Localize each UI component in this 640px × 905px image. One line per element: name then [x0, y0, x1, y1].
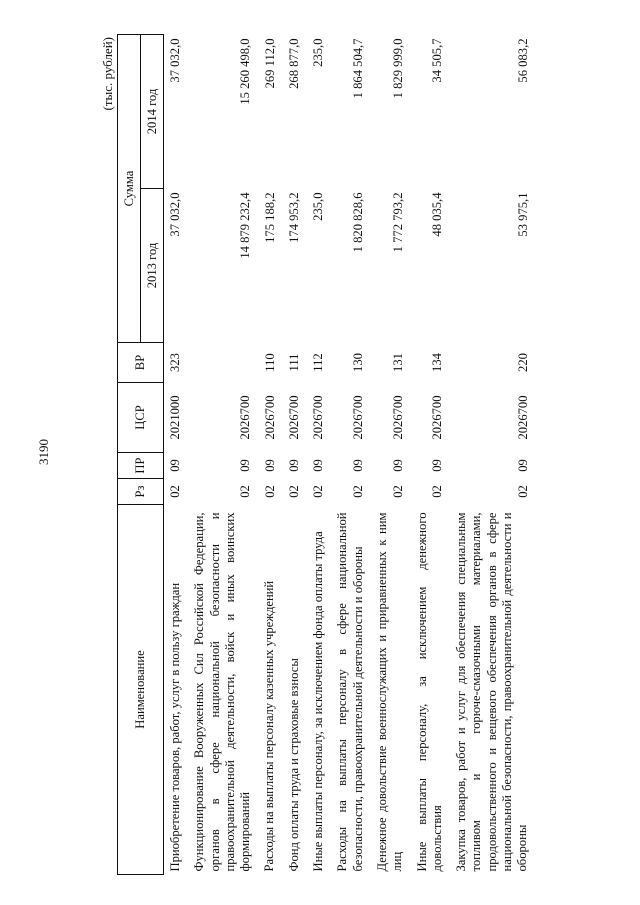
header-name: Наименование: [118, 505, 164, 875]
header-vr: ВР: [118, 343, 164, 383]
row-pr: 09: [515, 459, 530, 472]
row-sum-2014: 56 083,2: [515, 38, 530, 83]
page-number-text: 3190: [36, 439, 51, 465]
units-label: (тыс. рублей): [100, 37, 115, 111]
row-csr: 2026700: [430, 395, 445, 440]
row-sum-2013: 1 820 828,6: [350, 192, 365, 253]
header-2013: 2013 год: [141, 189, 164, 343]
row-sum-2014: 1 864 504,7: [350, 38, 365, 99]
row-vr: 220: [515, 353, 530, 372]
row-csr: 2021000: [168, 395, 183, 440]
row-sum-2014: 235,0: [311, 38, 326, 67]
row-rz: 02: [262, 485, 277, 498]
row-name: Иные выплаты персоналу, за исключением фонда оплаты труда: [311, 531, 326, 872]
header-sum: Сумма: [118, 34, 141, 342]
row-rz: 02: [390, 485, 405, 498]
header-rz: Рз: [118, 479, 164, 505]
row-name: Расходы на выплаты персоналу в сфере национальной безопасности, правоохранительной деятельности и обороны: [335, 512, 365, 872]
row-rz: 02: [350, 485, 365, 498]
row-name: Расходы на выплаты персоналу казенных учреждений: [262, 580, 277, 872]
row-sum-2014: 37 032,0: [168, 38, 183, 83]
table-row: [326, 34, 366, 874]
row-sum-2013: 1 772 793,2: [390, 192, 405, 253]
row-rz: 02: [168, 485, 183, 498]
row-sum-2013: 174 953,2: [287, 192, 302, 243]
table-row: [366, 34, 406, 874]
row-sum-2014: 1 829 999,0: [390, 38, 405, 99]
row-vr: 131: [390, 353, 405, 372]
row-sum-2014: 15 260 498,0: [238, 38, 253, 105]
table-row: [302, 34, 326, 874]
row-vr: [183, 343, 253, 383]
row-vr: 134: [430, 353, 445, 372]
row-pr: 09: [168, 459, 183, 472]
row-pr: 09: [238, 459, 253, 472]
row-vr: 130: [350, 353, 365, 372]
table-row: [445, 34, 530, 874]
row-sum-2013: 48 035,4: [430, 192, 445, 237]
row-pr: 09: [430, 459, 445, 472]
header-2014: 2014 год: [141, 34, 164, 188]
row-sum-2013: 14 879 232,4: [238, 192, 253, 259]
row-csr: 2026700: [350, 395, 365, 440]
row-vr: 111: [287, 353, 302, 372]
table-header: [118, 34, 164, 874]
table-row: [406, 34, 446, 874]
row-rz: 02: [238, 485, 253, 498]
row-pr: 09: [311, 459, 326, 472]
table-row: [183, 34, 253, 874]
row-csr: 2026700: [238, 395, 253, 440]
table-body: [164, 34, 531, 874]
row-sum-2013: 37 032,0: [168, 192, 183, 237]
row-name: Функционирование Вооруженных Сил Российской Федерации, органов в сфере национальной безопасности и правоохранительной деятельности, войск и иных воинских формирований: [192, 512, 253, 872]
row-sum-2013: 235,0: [311, 192, 326, 221]
row-rz: 02: [311, 485, 326, 498]
row-pr: 09: [390, 459, 405, 472]
row-vr: 323: [168, 353, 183, 372]
row-vr: 110: [262, 353, 277, 372]
budget-table: [117, 34, 531, 875]
row-pr: 09: [287, 459, 302, 472]
header-csr: ЦСР: [118, 383, 164, 453]
row-csr: 2026700: [515, 395, 530, 440]
row-sum-2013: 175 188,2: [262, 192, 277, 243]
row-name: Закупка товаров, работ и услуг для обеспечения специальным топливом и горюче-смазочными материалами, продовольственного и вещевого обеспечения органов в сфере национальной безопасности, правоохранительной деятельности и обороны: [454, 512, 530, 872]
row-name: Приобретение товаров, работ, услуг в пользу граждан: [168, 582, 182, 872]
row-name: Иные выплаты персоналу, за исключением денежного довольствия: [414, 512, 444, 872]
row-name: Фонд оплаты труда и страховые взносы: [286, 658, 301, 872]
table-row: [164, 34, 184, 874]
row-csr: 2026700: [390, 395, 405, 440]
table-row: [253, 34, 277, 874]
table-row: [278, 34, 302, 874]
row-sum-2013: 53 975,1: [515, 192, 530, 237]
row-rz: 02: [287, 485, 302, 498]
row-vr: 112: [311, 353, 326, 372]
row-csr: 2026700: [311, 395, 326, 440]
row-csr: 2026700: [262, 395, 277, 440]
row-rz: 02: [430, 485, 445, 498]
row-name: Денежное довольствие военнослужащих и приравненных к ним лиц: [374, 512, 405, 872]
budget-document: [100, 35, 545, 875]
row-sum-2014: 34 505,7: [430, 38, 445, 83]
row-rz: 02: [515, 485, 530, 498]
row-pr: 09: [350, 459, 365, 472]
row-csr: 2026700: [287, 395, 302, 440]
row-pr: 09: [262, 459, 277, 472]
row-sum-2014: 269 112,0: [262, 38, 277, 89]
row-sum-2014: 268 877,0: [287, 38, 302, 89]
header-pr: ПР: [118, 453, 164, 479]
